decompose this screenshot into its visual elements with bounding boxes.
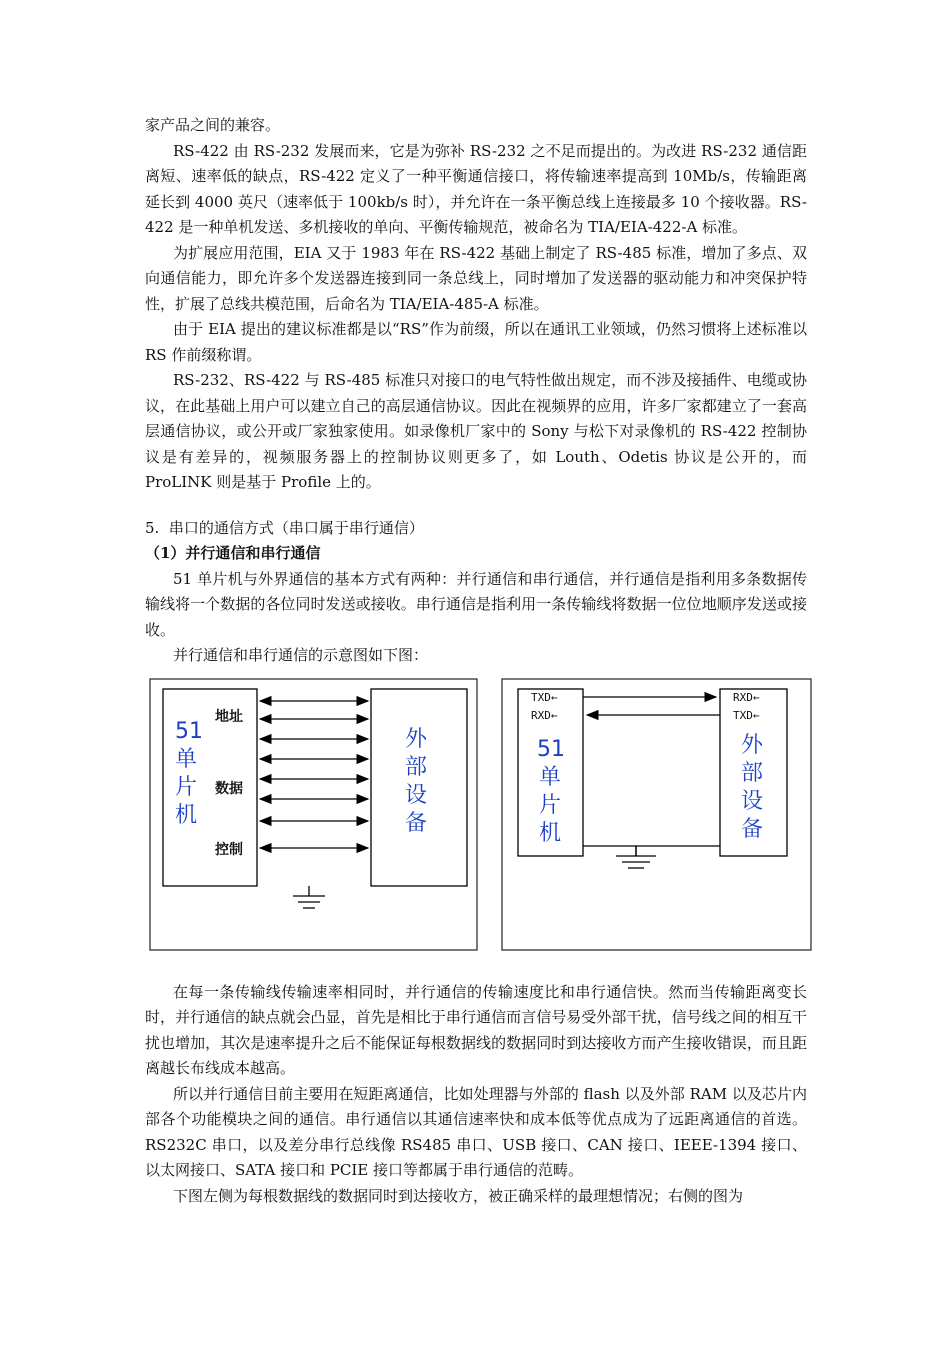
serial-device-label-bei: 备 <box>741 816 764 842</box>
paragraph-rs485: 为扩展应用范围，EIA 又于 1983 年在 RS-422 基础上制定了 RS-485 标准，增加了多点、双向通信能力，即允许多个发送器连接到同一条总线上，同时增加了发送器的驱动能力和冲突保护特性，扩展了总线共模范围，后命名为 TIA/EIA-485-A 标准。 <box>145 243 807 313</box>
device-label-bu: 部 <box>405 754 428 780</box>
paragraph-0: 家产品之间的兼容。 <box>145 116 281 134</box>
label-rxd-right: RXD← <box>733 690 760 704</box>
mcu-label-51: 51 <box>175 718 203 744</box>
sub-heading: （1）并行通信和串行通信 <box>145 544 321 562</box>
serial-diagram <box>501 678 813 952</box>
paragraph-rs422: RS-422 由 RS-232 发展而来，它是为弥补 RS-232 之不足而提出的。为改进 RS-232 通信距离短、速率低的缺点，RS-422 定义了一种平衡通信接口，将传输速率提高到 10Mb/s，传输距离延长到 4000 英尺（速率低于 100kb/s 时），并允许在一条平衡总线上连接最多 10 个接收器。RS-422 是一种单机发送、多机接收的单向、平衡传输规范，被命名为 TIA/EIA-422-A 标准。 <box>145 141 807 236</box>
paragraph-next-figure: 下图左侧为每根数据线的数据同时到达接收方，被正确采样的最理想情况；右侧的图为 <box>173 1186 744 1205</box>
label-address: 地址 <box>215 708 243 725</box>
serial-mcu-label-pian: 片 <box>539 792 562 818</box>
device-label-wai: 外 <box>405 726 428 752</box>
device-label-she: 设 <box>405 782 428 808</box>
comm-diagram-figure <box>145 678 807 968</box>
serial-mcu-label-ji: 机 <box>539 820 562 846</box>
serial-mcu-label-51: 51 <box>537 736 565 762</box>
device-label-bei: 备 <box>405 810 428 836</box>
mcu-label-ji: 机 <box>175 802 198 828</box>
label-data: 数据 <box>215 780 243 797</box>
label-txd-right: TXD← <box>733 708 760 722</box>
paragraph-serial-advantages: 所以并行通信目前主要用在短距离通信，比如处理器与外部的 flash 以及外部 RAM 以及芯片内部各个功能模块之间的通信。串行通信以其通信速率快和成本低等优点成为了远距离通信的首选。RS232C 串口，以及差分串行总线像 RS485 串口、USB 接口、CAN 接口、IEEE-1394 接口、以太网接口、SATA 接口和 PCIE 接口等都属于串行通信的范畴。 <box>145 1084 807 1179</box>
paragraph-parallel-drawbacks: 在每一条传输线传输速率相同时，并行通信的传输速度比和串行通信快。然而当传输距离变长时，并行通信的缺点就会凸显，首先是相比于串行通信而言信号易受外部干扰，信号线之间的相互干扰也增加，其次是速率提升之后不能保证每根数据线的数据同时到达接收方而产生接收错误，而且距离越长布线成本越高。 <box>145 982 807 1077</box>
serial-device-label-wai: 外 <box>741 732 764 758</box>
paragraph-protocols: RS-232、RS-422 与 RS-485 标准只对接口的电气特性做出规定，而不涉及接插件、电缆或协议，在此基础上用户可以建立自己的高层通信协议。因此在视频界的应用，许多厂家都建立了一套高层通信协议，或公开或厂家独家使用。如录像机厂家中的 Sony 与松下对录像机的 RS-422 控制协议是有差异的，视频服务器上的控制协议则更多了，如 Louth、Odetis 协议是公开的，而 ProLINK 则是基于 Profile 上的。 <box>145 371 807 491</box>
mcu-label-dan: 单 <box>175 746 198 772</box>
paragraph-figure-intro: 并行通信和串行通信的示意图如下图： <box>173 646 429 664</box>
label-txd-left: TXD← <box>531 690 558 704</box>
paragraph-rs-prefix: 由于 EIA 提出的建议标准都是以“RS”作为前缀，所以在通讯工业领域，仍然习惯将上述标准以 RS 作前缀称谓。 <box>145 320 807 364</box>
label-control: 控制 <box>215 841 243 858</box>
serial-mcu-label-dan: 单 <box>539 764 562 790</box>
paragraph-comm-modes: 51 单片机与外界通信的基本方式有两种：并行通信和串行通信，并行通信是指利用多条数据传输线将一个数据的各位同时发送或接收。串行通信是指利用一条传输线将数据一位位地顺序发送或接收。 <box>145 569 807 639</box>
parallel-diagram <box>149 678 479 952</box>
section-heading: 5. 串口的通信方式（串口属于串行通信） <box>145 518 424 537</box>
mcu-label-pian: 片 <box>175 774 198 800</box>
label-rxd-left: RXD← <box>531 708 558 722</box>
serial-device-label-bu: 部 <box>741 760 764 786</box>
serial-device-label-she: 设 <box>741 788 764 814</box>
document-page <box>145 113 807 1209</box>
